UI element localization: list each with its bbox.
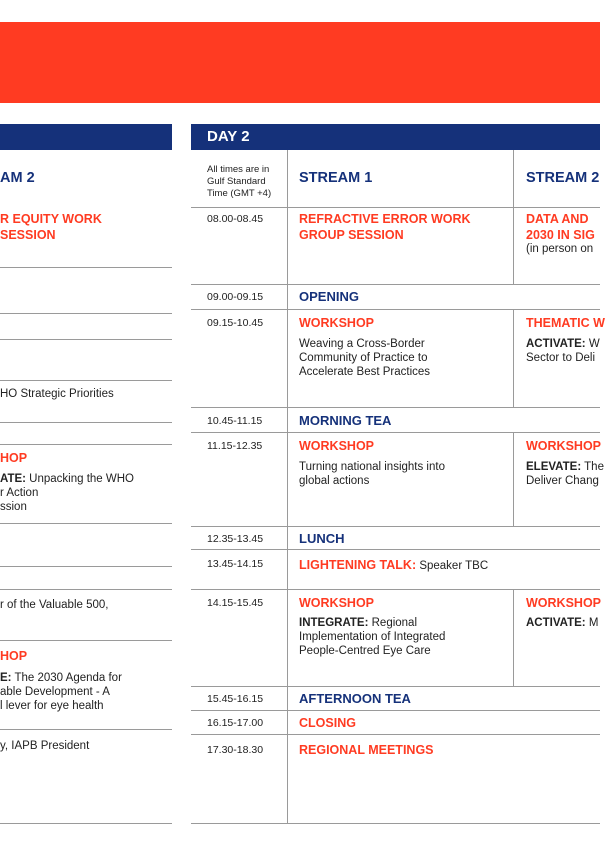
lightning-speaker: Speaker TBC	[416, 560, 489, 572]
column-rule	[513, 150, 514, 284]
workshop-title: WORKSHOP	[299, 316, 374, 330]
bold-label: ACTIVATE:	[526, 617, 586, 629]
opening-label: OPENING	[299, 289, 359, 304]
day1-stream2-heading: AM 2	[0, 170, 35, 186]
day1-workshop-line1	[0, 472, 134, 486]
time-slot: 10.45-11.15	[207, 415, 263, 427]
time-slot: 15.45-16.15	[207, 693, 264, 705]
divider	[0, 640, 172, 641]
session-title: 2030 IN SIG	[526, 228, 595, 242]
desc-text: W	[585, 338, 600, 350]
day2-stream1-heading: STREAM 1	[299, 170, 373, 186]
divider	[0, 339, 172, 340]
time-slot: 17.30-18.30	[207, 744, 264, 756]
closing-label: CLOSING	[299, 716, 356, 730]
divider	[191, 710, 600, 711]
bold-label: ACTIVATE:	[526, 338, 586, 350]
divider	[0, 444, 172, 445]
break-label: MORNING TEA	[299, 413, 392, 428]
workshop-desc	[526, 616, 598, 630]
session-title: DATA AND	[526, 212, 589, 226]
workshop-title: WORKSHOP	[299, 596, 374, 610]
day2-title: DAY 2	[207, 128, 250, 145]
day1-row-text: r of the Valuable 500,	[0, 599, 109, 611]
desc-text: Regional	[368, 617, 418, 629]
session-note: (in person on	[526, 243, 594, 255]
day1-workshop2-title: HOP	[0, 649, 28, 663]
day1-workshop-line2: r Action	[0, 487, 39, 499]
day1-workshop2-line1	[0, 671, 122, 685]
bold-label: E:	[0, 672, 12, 684]
workshop-desc: People-Centred Eye Care	[299, 645, 431, 657]
divider	[0, 523, 172, 524]
day1-row1-title-a: R EQUITY WORK	[0, 212, 102, 226]
time-slot: 08.00-08.45	[207, 213, 264, 225]
time-slot: 12.35-13.45	[207, 533, 264, 545]
workshop-desc: Implementation of Integrated	[299, 631, 446, 643]
desc-text: The	[581, 461, 604, 473]
time-slot: 09.00-09.15	[207, 291, 264, 303]
workshop-desc: Sector to Deli	[526, 352, 596, 364]
divider	[0, 267, 172, 268]
column-rule	[513, 589, 514, 686]
bold-label: INTEGRATE:	[299, 617, 369, 629]
workshop-desc	[526, 460, 604, 474]
workshop-title: WORKSHOP	[526, 596, 601, 610]
bold-label: ATE:	[0, 473, 26, 485]
session-title: GROUP SESSION	[299, 228, 404, 242]
day1-header-bar	[0, 124, 172, 150]
day1-row-text: y, IAPB President	[0, 740, 90, 752]
day1-workshop-title: HOP	[0, 451, 28, 465]
thematic-title: THEMATIC W	[526, 316, 605, 330]
column-rule	[513, 309, 514, 407]
time-slot: 16.15-17.00	[207, 717, 264, 729]
break-label: LUNCH	[299, 531, 345, 546]
time-slot: 14.15-15.45	[207, 597, 264, 609]
divider	[0, 313, 172, 314]
divider	[191, 284, 600, 285]
lightning-talk	[299, 556, 488, 574]
divider	[191, 309, 600, 310]
divider	[191, 207, 600, 208]
workshop-title: WORKSHOP	[299, 439, 374, 453]
divider	[191, 432, 600, 433]
lightning-label: LIGHTENING TALK:	[299, 558, 417, 572]
time-note-line1: All times are in	[207, 164, 270, 175]
time-note-line3: Time (GMT +4)	[207, 188, 272, 199]
divider	[0, 566, 172, 567]
day1-row-text: HO Strategic Priorities	[0, 388, 114, 400]
session-title: REFRACTIVE ERROR WORK	[299, 212, 471, 226]
day1-row1-title-b: SESSION	[0, 228, 56, 242]
divider	[0, 422, 172, 423]
divider	[0, 380, 172, 381]
day2-header-bar	[191, 124, 600, 150]
workshop-desc	[299, 616, 417, 630]
column-rule	[513, 432, 514, 526]
divider	[191, 823, 600, 824]
time-note-line2: Gulf Standard	[207, 176, 266, 187]
day2-stream2-heading: STREAM 2	[526, 170, 600, 186]
desc-text: M	[585, 617, 599, 629]
divider	[0, 823, 172, 824]
top-banner	[0, 22, 600, 103]
workshop-desc: Weaving a Cross-Border	[299, 338, 425, 350]
regional-meetings-label: REGIONAL MEETINGS	[299, 743, 434, 757]
divider	[191, 589, 600, 590]
time-slot: 11.15-12.35	[207, 440, 263, 452]
workshop-desc: Community of Practice to	[299, 352, 428, 364]
time-slot: 09.15-10.45	[207, 317, 264, 329]
divider	[0, 589, 172, 590]
day1-workshop-text: Unpacking the WHO	[25, 473, 134, 485]
day1-workshop2-text: The 2030 Agenda for	[11, 672, 122, 684]
divider	[191, 549, 600, 550]
divider	[191, 734, 600, 735]
column-rule	[287, 150, 288, 823]
workshop-desc: global actions	[299, 475, 370, 487]
workshop-desc	[526, 337, 600, 351]
workshop-desc: Deliver Chang	[526, 475, 599, 487]
workshop-desc: Turning national insights into	[299, 461, 445, 473]
workshop-title: WORKSHOP	[526, 439, 601, 453]
day1-workshop-line3: ssion	[0, 501, 27, 513]
divider	[0, 729, 172, 730]
divider	[191, 526, 600, 527]
divider	[191, 686, 600, 687]
bold-label: ELEVATE:	[526, 461, 582, 473]
day1-workshop2-line2: able Development - A	[0, 686, 110, 698]
day1-workshop2-line3: l lever for eye health	[0, 700, 104, 712]
divider	[191, 407, 600, 408]
break-label: AFTERNOON TEA	[299, 691, 411, 706]
workshop-desc: Accelerate Best Practices	[299, 366, 431, 378]
time-slot: 13.45-14.15	[207, 558, 264, 570]
